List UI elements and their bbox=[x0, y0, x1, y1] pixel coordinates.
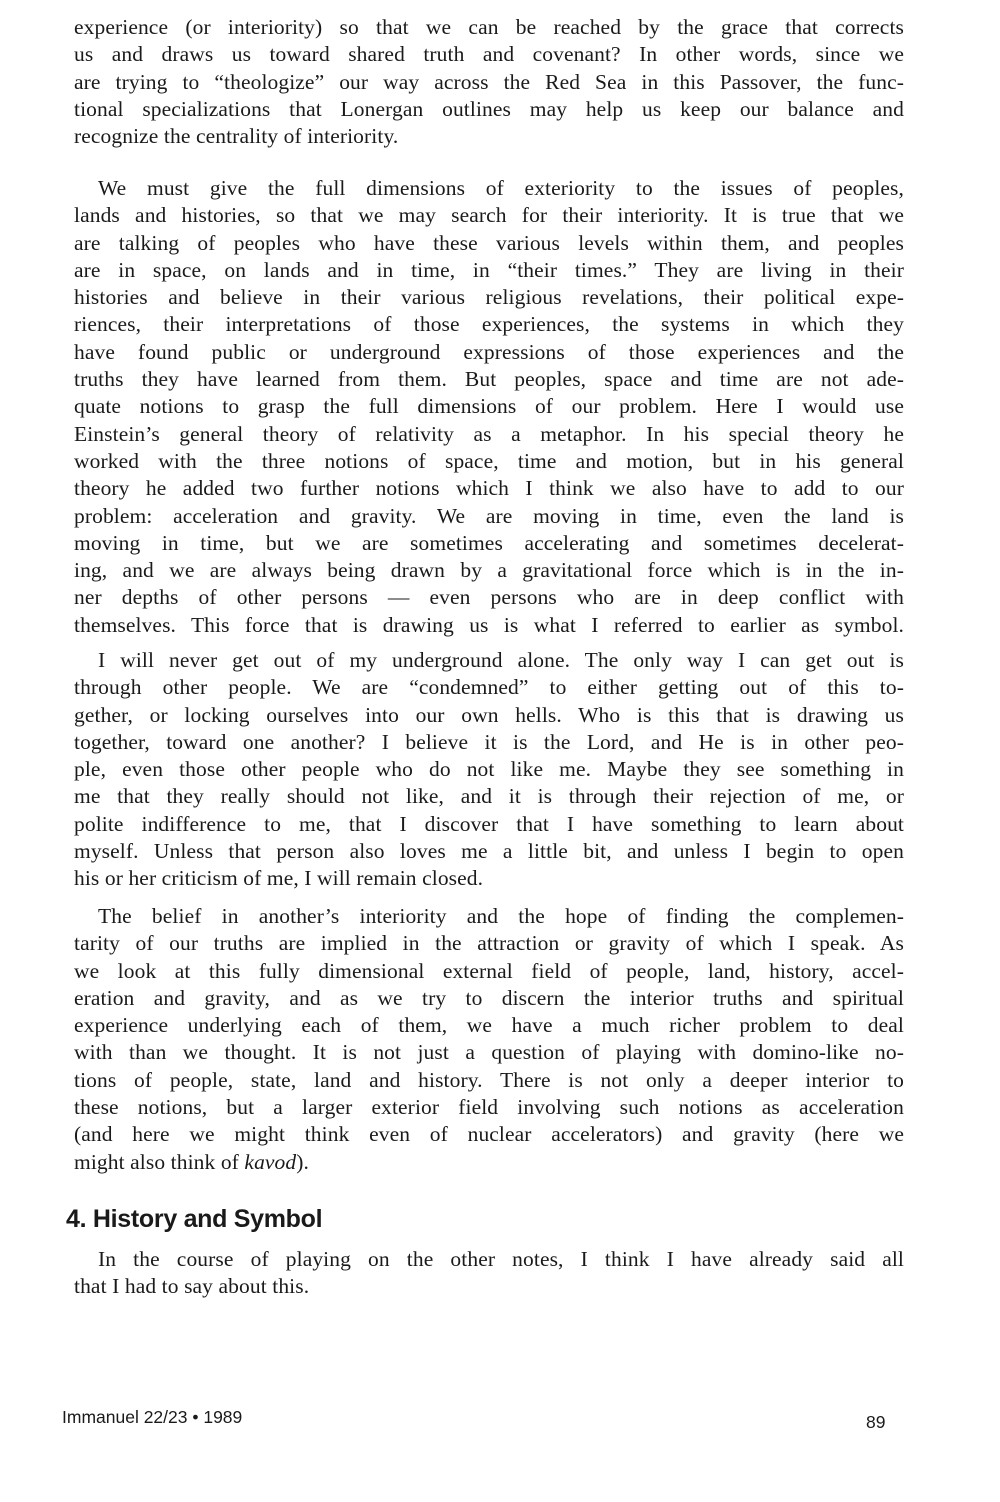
text-line: Einstein’s general theory of relativity as a metaphor. In his special theory he bbox=[74, 421, 904, 446]
text-line: that I had to say about this. bbox=[74, 1274, 310, 1299]
text-line: me that they really should not like, and it is through their rejection of me, or bbox=[74, 784, 904, 809]
paragraph-2 bbox=[74, 175, 904, 639]
paragraph-1 bbox=[74, 14, 904, 150]
journal-footer: Immanuel 22/23 • 1989 bbox=[62, 1407, 243, 1427]
text-line: ing, and we are always being drawn by a gravitational force which is in the in- bbox=[74, 558, 904, 583]
text-line: moving in time, but we are sometimes accelerating and sometimes decelerat- bbox=[74, 530, 904, 555]
text-line: have found public or underground expressions of those experiences and the bbox=[74, 339, 904, 364]
text-line: The belief in another’s interiority and the hope of finding the complemen- bbox=[98, 904, 904, 928]
text-line: experience (or interiority) so that we can be reached by the grace that corrects bbox=[74, 15, 904, 39]
text-line: we look at this fully dimensional external field of people, land, history, accel- bbox=[74, 958, 904, 983]
text-line: these notions, but a larger exterior field involving such notions as acceleration bbox=[74, 1095, 904, 1120]
text-line: myself. Unless that person also loves me a little bit, and unless I begin to open bbox=[74, 839, 904, 864]
text-line: themselves. This force that is drawing us is what I referred to earlier as symbol. bbox=[74, 612, 904, 637]
text-line: recognize the centrality of interiority. bbox=[74, 124, 399, 149]
section-heading: 4. History and Symbol bbox=[66, 1205, 323, 1233]
text-line: are talking of peoples who have these various levels within them, and peoples bbox=[74, 230, 904, 255]
section-paragraph bbox=[74, 1246, 904, 1301]
text-line: gether, or locking ourselves into our own hells. Who is this that is drawing us bbox=[74, 702, 904, 727]
text-line: ple, even those other people who do not like me. Maybe they see something in bbox=[74, 757, 904, 782]
text-line: tional specializations that Lonergan outlines may help us keep our balance and bbox=[74, 96, 904, 121]
text-line: us and draws us toward shared truth and covenant? In other words, since we bbox=[74, 42, 904, 67]
text-line: theory he added two further notions which I think we also have to add to our bbox=[74, 476, 904, 501]
text-line: In the course of playing on the other notes, I think I have already said all bbox=[98, 1247, 904, 1271]
text-fragment: might also think of bbox=[74, 1149, 245, 1174]
text-line bbox=[74, 1149, 904, 1176]
text-line: histories and believe in their various religious revelations, their political expe- bbox=[74, 285, 904, 310]
text-line: tions of people, state, land and history. There is not only a deeper interior to bbox=[74, 1067, 904, 1092]
text-line: lands and histories, so that we may search for their interiority. It is true that we bbox=[74, 203, 904, 228]
text-line: (and here we might think even of nuclear accelerators) and gravity (here we bbox=[74, 1122, 904, 1147]
text-line: his or her criticism of me, I will remain closed. bbox=[74, 866, 484, 891]
text-line: through other people. We are “condemned” to either getting out of this to- bbox=[74, 675, 904, 700]
italic-term: kavod bbox=[244, 1149, 297, 1174]
text-line: together, toward one another? I believe it is the Lord, and He is in other peo- bbox=[74, 729, 904, 754]
text-line: I will never get out of my underground alone. The only way I can get out is bbox=[98, 648, 904, 672]
text-line: riences, their interpretations of those experiences, the systems in which they bbox=[74, 312, 904, 337]
text-line: worked with the three notions of space, time and motion, but in his general bbox=[74, 448, 904, 473]
page-number: 89 bbox=[866, 1412, 886, 1432]
text-line: tarity of our truths are implied in the attraction or gravity of which I speak. As bbox=[74, 931, 904, 956]
text-line: We must give the full dimensions of exteriority to the issues of peoples, bbox=[98, 176, 904, 200]
text-line: are in space, on lands and in time, in “their times.” They are living in their bbox=[74, 257, 904, 282]
text-line: ner depths of other persons — even persons who are in deep conflict with bbox=[74, 585, 904, 610]
text-line: problem: acceleration and gravity. We are moving in time, even the land is bbox=[74, 503, 904, 528]
paragraph-4 bbox=[74, 903, 904, 1176]
text-line: quate notions to grasp the full dimensions of our problem. Here I would use bbox=[74, 394, 904, 419]
text-line: polite indifference to me, that I discover that I have something to learn about bbox=[74, 811, 904, 836]
text-line: eration and gravity, and as we try to discern the interior truths and spiritual bbox=[74, 985, 904, 1010]
text-line: truths they have learned from them. But peoples, space and time are not ade- bbox=[74, 367, 904, 392]
text-line: experience underlying each of them, we have a much richer problem to deal bbox=[74, 1013, 904, 1038]
text-fragment: ). bbox=[296, 1149, 310, 1174]
text-line: are trying to “theologize” our way across the Red Sea in this Passover, the func- bbox=[74, 69, 904, 94]
paragraph-3 bbox=[74, 647, 904, 893]
text-line: with than we thought. It is not just a question of playing with domino-like no- bbox=[74, 1040, 904, 1065]
